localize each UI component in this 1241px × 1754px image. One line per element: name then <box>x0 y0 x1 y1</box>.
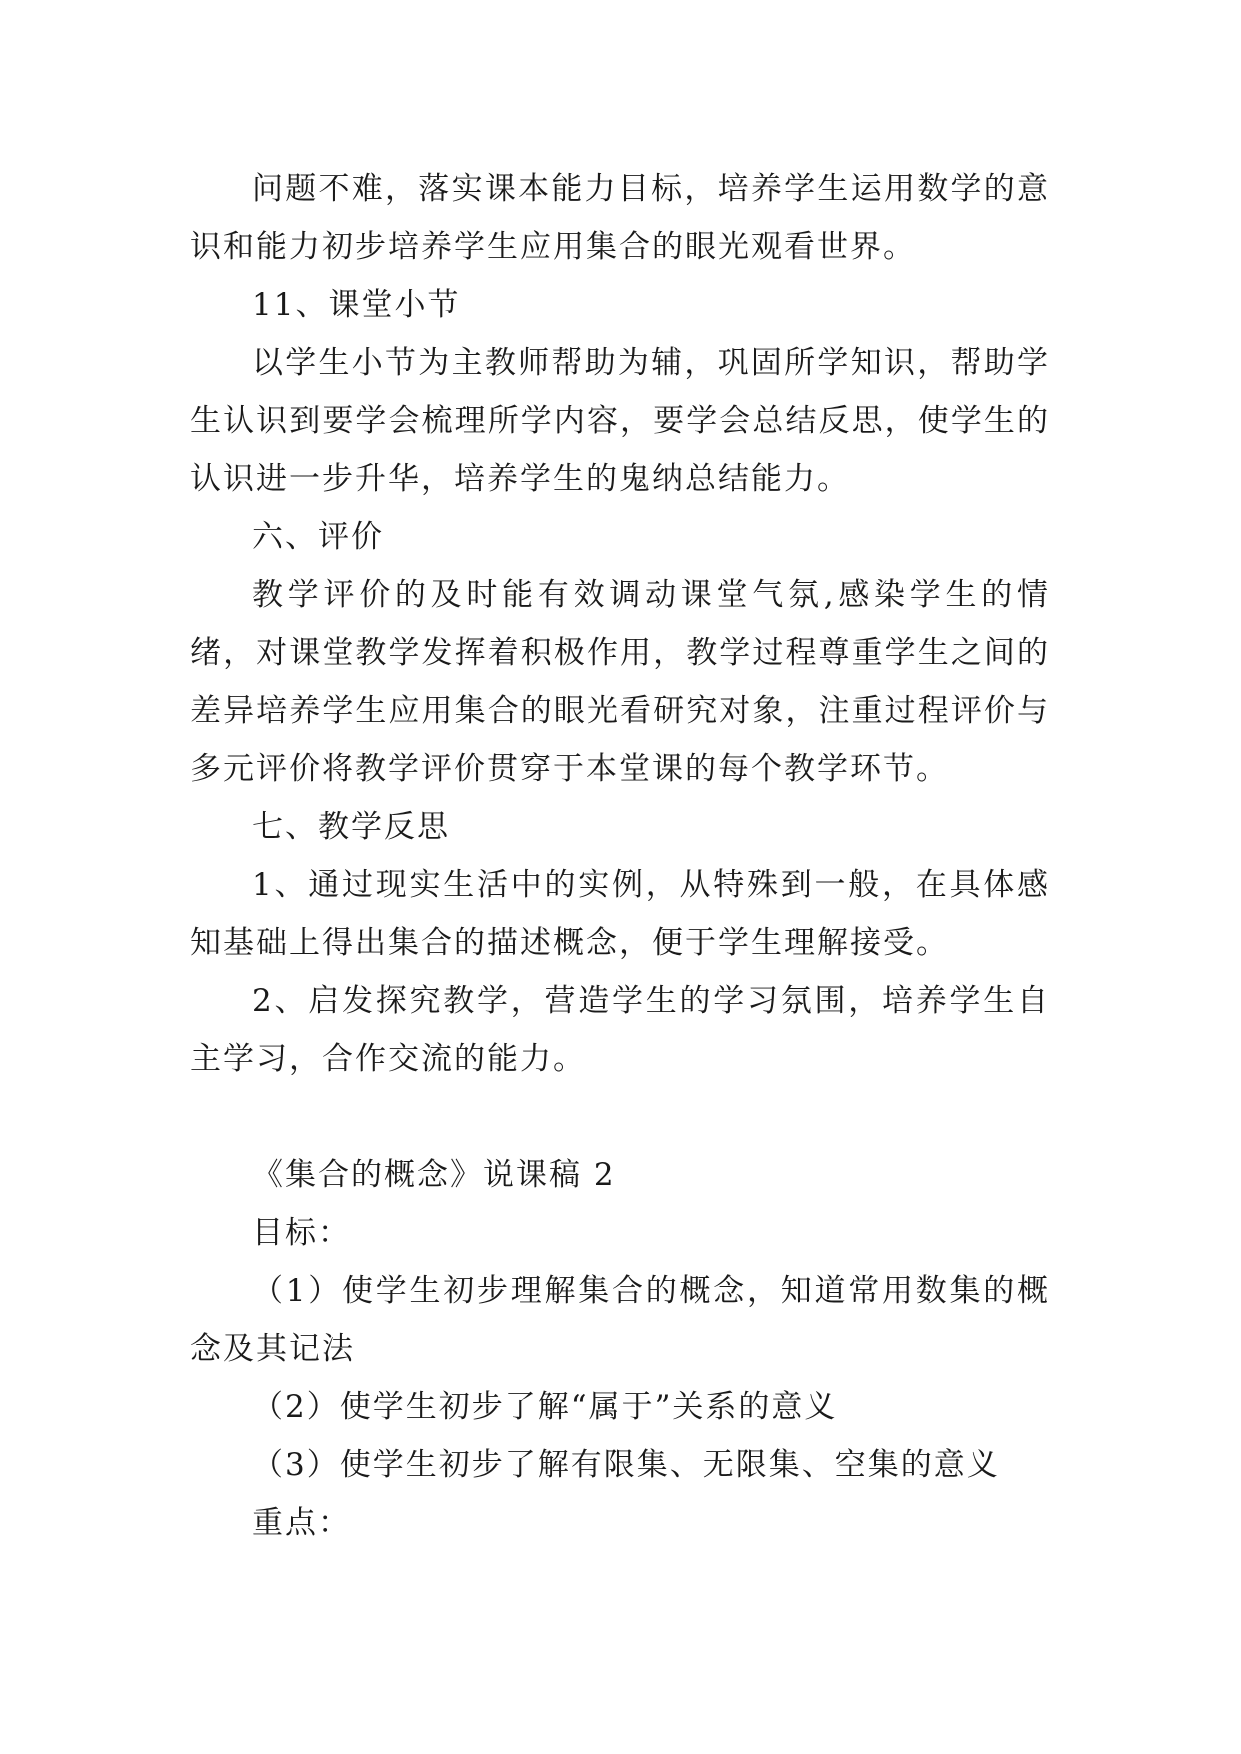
paragraph: 教学评价的及时能有效调动课堂气氛,感染学生的情绪，对课堂教学发挥着积极作用，教学过程尊重学生之间的差异培养学生应用集合的眼光看研究对象，注重过程评价与多元评价将教学评价贯穿于本堂课的每个教学环节。 <box>190 577 1050 787</box>
paragraph: 问题不难，落实课本能力目标，培养学生运用数学的意识和能力初步培养学生应用集合的眼光观看世界。 <box>190 171 1050 265</box>
section-heading: 六、评价 <box>252 519 384 555</box>
section-heading: 重点： <box>252 1505 351 1541</box>
document-body <box>190 160 1050 1552</box>
section-heading: 目标： <box>252 1215 351 1251</box>
paragraph: 以学生小节为主教师帮助为辅，巩固所学知识，帮助学生认识到要学会梳理所学内容，要学会总结反思，使学生的认识进一步升华，培养学生的鬼纳总结能力。 <box>190 345 1050 497</box>
list-item: （1）使学生初步理解集合的概念，知道常用数集的概念及其记法 <box>190 1273 1050 1367</box>
section-heading: 七、教学反思 <box>252 809 450 845</box>
paragraph: 1、通过现实生活中的实例，从特殊到一般，在具体感知基础上得出集合的描述概念，便于学生理解接受。 <box>190 867 1050 961</box>
section-heading: 11、课堂小节 <box>252 287 461 323</box>
list-item: （2）使学生初步了解“属于”关系的意义 <box>252 1389 838 1425</box>
document-title: 《集合的概念》说课稿 2 <box>252 1157 616 1193</box>
list-item: （3）使学生初步了解有限集、无限集、空集的意义 <box>252 1447 1000 1483</box>
paragraph: 2、启发探究教学，营造学生的学习氛围，培养学生自主学习，合作交流的能力。 <box>190 983 1050 1077</box>
blank-line <box>190 1088 1050 1146</box>
